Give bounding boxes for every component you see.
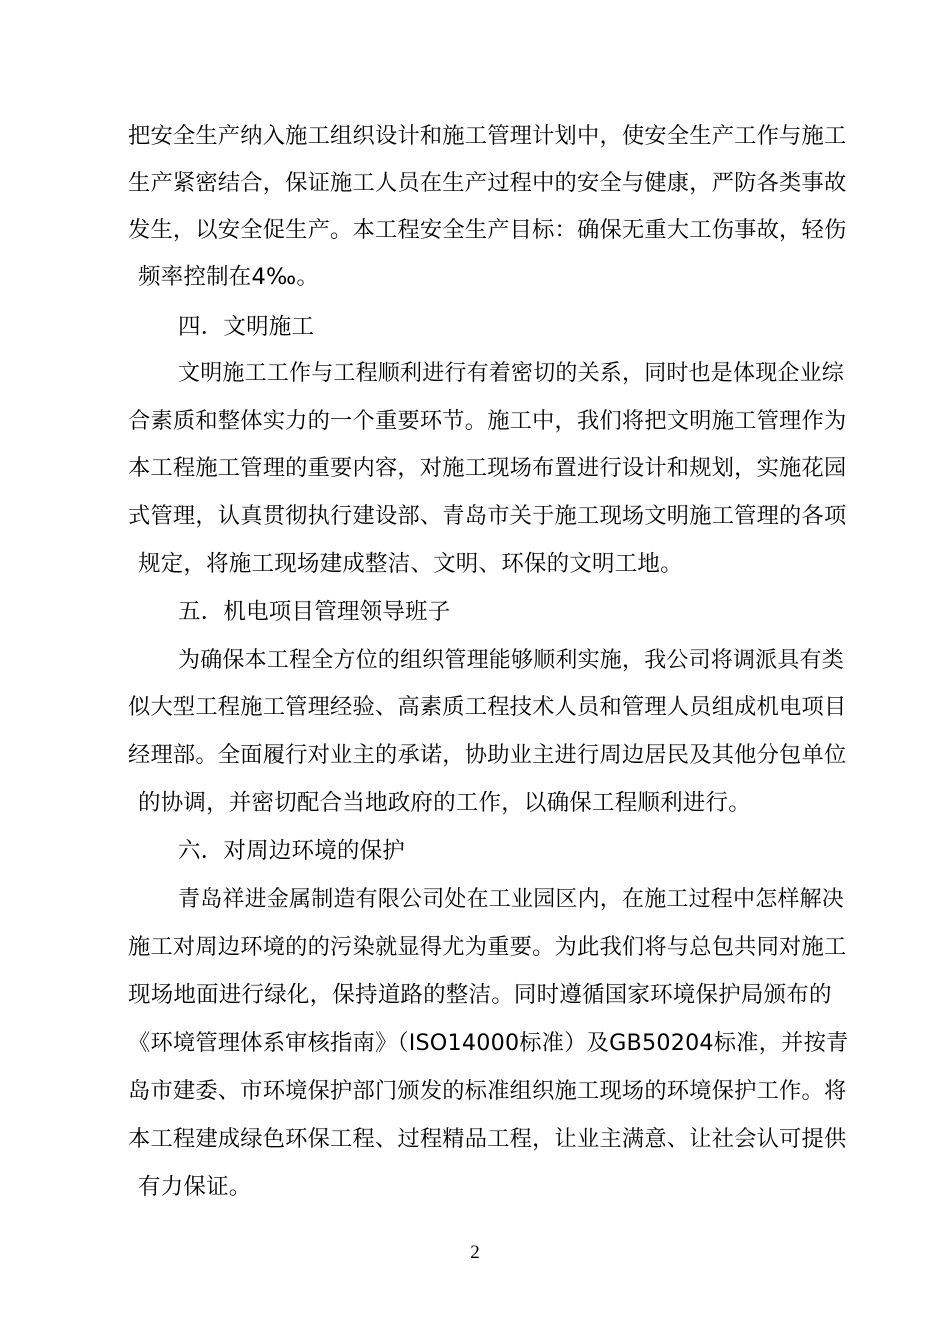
- text-line: 规定，将施工现场建成整洁、文明、环保的文明工地。: [138, 551, 683, 577]
- text-line: 发生，以安全促生产。本工程安全生产目标：确保无重大工伤事故，轻伤: [128, 217, 847, 243]
- text-line: 有力保证。: [138, 1174, 252, 1200]
- section-heading: 四．文明施工: [178, 314, 315, 340]
- text-line: 频率控制在4‰。: [138, 264, 320, 290]
- text-line: 《环境管理体系审核指南》（ISO14000标准）及GB50204标准，并按青: [128, 1030, 849, 1056]
- text-line: 岛市建委、市环境保护部门颁发的标准组织施工现场的环境保护工作。将: [128, 1078, 847, 1104]
- text-line: 把安全生产纳入施工组织设计和施工管理计划中，使安全生产工作与施工: [128, 123, 847, 149]
- text-line: 青岛祥进金属制造有限公司处在工业园区内，在施工过程中怎样解决: [178, 887, 845, 912]
- section-heading: 五．机电项目管理领导班子: [178, 599, 451, 625]
- text-line: 似大型工程施工管理经验、高素质工程技术人员和管理人员组成机电项目: [128, 694, 847, 720]
- text-line: 文明施工工作与工程顺利进行有着密切的关系，同时也是体现企业综: [178, 361, 845, 386]
- text-line: 本工程建成绿色环保工程、过程精品工程，让业主满意、让社会认可提供: [128, 1126, 847, 1152]
- text-line: 为确保本工程全方位的组织管理能够顺利实施，我公司将调派具有类: [178, 648, 845, 673]
- section-heading: 六．对周边环境的保护: [178, 838, 406, 864]
- text-line: 合素质和整体实力的一个重要环节。施工中，我们将把文明施工管理作为: [128, 408, 847, 434]
- text-line: 的协调，并密切配合当地政府的工作，以确保工程顺利进行。: [138, 790, 751, 816]
- text-line: 施工对周边环境的的污染就显得尤为重要。为此我们将与总包共同对施工: [128, 934, 847, 960]
- text-line: 式管理，认真贯彻执行建设部、青岛市关于施工现场文明施工管理的各项: [128, 503, 847, 529]
- text-line: 现场地面进行绿化，保持道路的整洁。同时遵循国家环境保护局颁布的: [128, 982, 832, 1008]
- text-line: 本工程施工管理的重要内容，对施工现场布置进行设计和规划，实施花园: [128, 455, 847, 481]
- page-number: 2: [470, 1242, 480, 1263]
- text-line: 生产紧密结合，保证施工人员在生产过程中的安全与健康，严防各类事故: [128, 170, 847, 196]
- text-line: 经理部。全面履行对业主的承诺，协助业主进行周边居民及其他分包单位: [128, 742, 847, 768]
